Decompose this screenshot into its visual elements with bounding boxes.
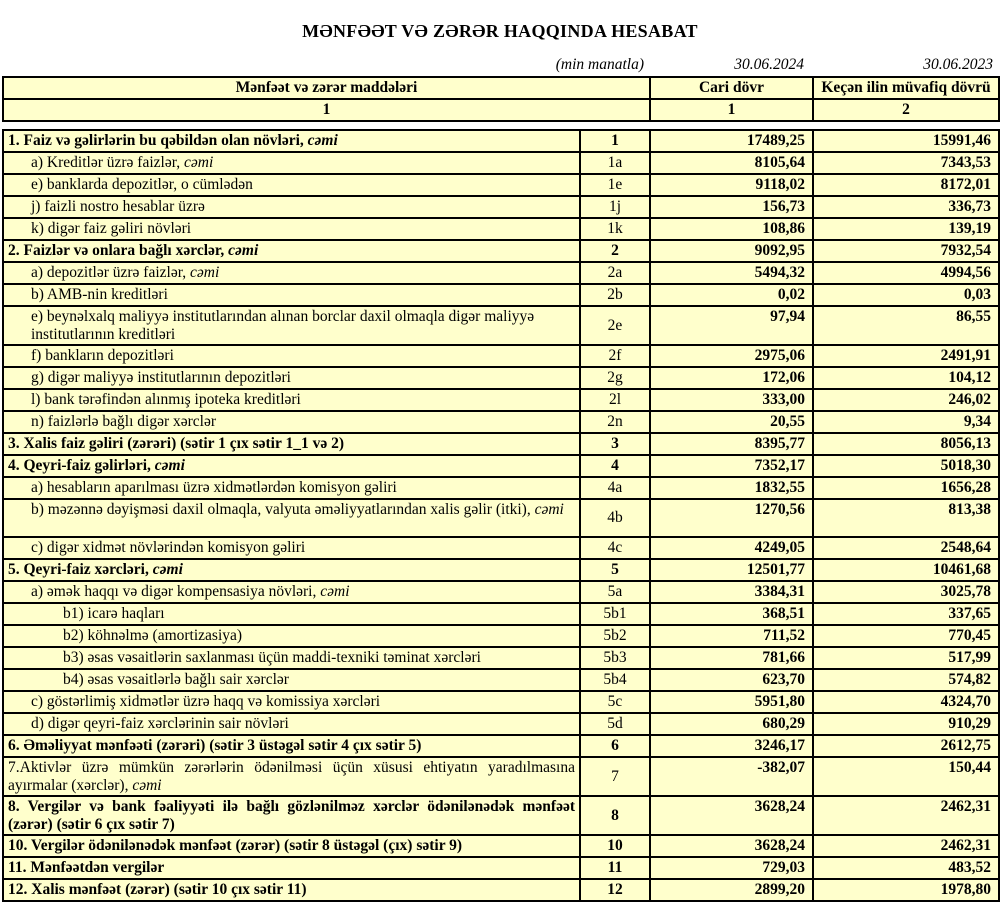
row-label xyxy=(3,735,580,757)
row-value-prior: 8172,01 xyxy=(813,174,999,196)
row-label xyxy=(3,389,580,411)
row-value-prior: 813,38 xyxy=(813,499,999,537)
row-label xyxy=(3,647,580,669)
row-label xyxy=(3,367,580,389)
row-value-current: 5494,32 xyxy=(650,262,813,284)
row-label-text: b) AMB-nin kreditləri xyxy=(31,286,168,303)
row-label-text: b2) köhnəlmə (amortizasiya) xyxy=(63,627,243,644)
row-value-prior: 10461,68 xyxy=(813,559,999,581)
row-label-text: 5. Qeyri-faiz xərcləri, xyxy=(8,561,153,578)
row-label-text: a) hesabların aparılması üzrə xidmətlərdən komisyon gəliri xyxy=(31,479,397,496)
row-label-italic-suffix: cəmi xyxy=(228,242,259,259)
row-value-prior: 1978,80 xyxy=(813,879,999,901)
row-label-text: k) digər faiz gəliri növləri xyxy=(31,220,192,237)
table-row xyxy=(3,857,999,879)
row-label-text: d) digər qeyri-faiz xərclərinin sair növləri xyxy=(31,715,289,732)
row-value-current: 623,70 xyxy=(650,669,813,691)
row-value-current: -382,07 xyxy=(650,757,813,796)
row-code: 2e xyxy=(580,306,650,345)
row-label-text: c) göstərlimiş xidmətlər üzrə haqq və komissiya xərcləri xyxy=(31,693,381,710)
row-code: 1a xyxy=(580,152,650,174)
row-code: 2 xyxy=(580,240,650,262)
row-code: 10 xyxy=(580,835,650,857)
row-code: 4 xyxy=(580,455,650,477)
header-number-row xyxy=(3,99,999,121)
row-value-prior: 574,82 xyxy=(813,669,999,691)
row-value-current: 12501,77 xyxy=(650,559,813,581)
row-label-text: a) depozitlər üzrə faizlər, xyxy=(31,264,191,281)
row-value-prior: 770,45 xyxy=(813,625,999,647)
table-row xyxy=(3,691,999,713)
row-label-text: 7.Aktivlər üzrə mümkün zərərlərin ödənilməsi üçün xüsusi ehtiyatın yaradılmasına ayırmalar (xərclər), xyxy=(8,759,575,794)
row-code: 1j xyxy=(580,196,650,218)
row-value-current: 97,94 xyxy=(650,306,813,345)
row-value-current: 2899,20 xyxy=(650,879,813,901)
row-value-prior: 2612,75 xyxy=(813,735,999,757)
row-value-prior: 337,65 xyxy=(813,603,999,625)
table-row xyxy=(3,735,999,757)
row-label-text: 12. Xalis mənfəət (zərər) (sətir 10 çıx sətir 11) xyxy=(8,881,307,898)
row-value-prior: 0,03 xyxy=(813,284,999,306)
table-row xyxy=(3,367,999,389)
row-label-italic-suffix: cəmi xyxy=(132,776,162,794)
row-label xyxy=(3,433,580,455)
row-label xyxy=(3,857,580,879)
row-label xyxy=(3,757,580,796)
row-value-current: 333,00 xyxy=(650,389,813,411)
row-label xyxy=(3,603,580,625)
row-label xyxy=(3,284,580,306)
row-label-text: 10. Vergilər ödənilənədək mənfəət (zərər) (sətir 8 üstəgəl (çıx) sətir 9) xyxy=(8,837,463,854)
row-code: 1e xyxy=(580,174,650,196)
row-value-current: 7352,17 xyxy=(650,455,813,477)
row-label-text: e) beynəlxalq maliyyə institutlarından alınan borclar daxil olmaqla digər maliyyə institutlarının kreditləri xyxy=(31,308,535,343)
current-period-header: Cari dövr xyxy=(650,77,813,99)
row-value-prior: 1656,28 xyxy=(813,477,999,499)
row-label xyxy=(3,306,580,345)
row-code: 6 xyxy=(580,735,650,757)
row-label xyxy=(3,262,580,284)
items-column-header: Mənfəət və zərər maddələri xyxy=(3,77,650,99)
row-label-text: a) Kreditlər üzrə faizlər, xyxy=(31,154,184,171)
row-label xyxy=(3,713,580,735)
row-code: 5 xyxy=(580,559,650,581)
row-label xyxy=(3,174,580,196)
table-row xyxy=(3,433,999,455)
row-label-text: g) digər maliyyə institutlarının depozitləri xyxy=(31,369,291,386)
row-value-current: 8105,64 xyxy=(650,152,813,174)
table-row xyxy=(3,581,999,603)
row-value-prior: 5018,30 xyxy=(813,455,999,477)
row-value-prior: 150,44 xyxy=(813,757,999,796)
row-label-text: 6. Əməliyyat mənfəəti (zərəri) (sətir 3 üstəgəl sətir 4 çıx sətir 5) xyxy=(8,737,422,754)
row-label-text: b3) əsas vəsaitlərin saxlanması üçün maddi-texniki təminat xərcləri xyxy=(63,649,481,666)
table-row xyxy=(3,174,999,196)
table-row xyxy=(3,757,999,796)
table-row xyxy=(3,713,999,735)
row-label-text: 4. Qeyri-faiz gəlirləri, xyxy=(8,457,155,474)
row-value-current: 729,03 xyxy=(650,857,813,879)
row-label-text: 1. Faiz və gəlirlərin bu qəbildən olan növləri, xyxy=(8,132,308,149)
table-row xyxy=(3,130,999,152)
row-value-prior: 483,52 xyxy=(813,857,999,879)
table-row xyxy=(3,669,999,691)
row-value-prior: 2462,31 xyxy=(813,796,999,835)
statement-table xyxy=(2,129,1000,902)
row-value-current: 2975,06 xyxy=(650,345,813,367)
row-label xyxy=(3,240,580,262)
row-value-prior: 4324,70 xyxy=(813,691,999,713)
header-title-row xyxy=(3,77,999,99)
row-value-current: 156,73 xyxy=(650,196,813,218)
row-value-current: 3628,24 xyxy=(650,796,813,835)
row-value-prior: 246,02 xyxy=(813,389,999,411)
row-value-prior: 336,73 xyxy=(813,196,999,218)
row-label-text: 2. Faizlər və onlara bağlı xərclər, xyxy=(8,242,229,259)
row-value-prior: 2548,64 xyxy=(813,537,999,559)
table-row xyxy=(3,284,999,306)
row-value-prior: 9,34 xyxy=(813,411,999,433)
prior-period-header: Keçən ilin müvafiq dövrü xyxy=(813,77,999,99)
row-value-prior: 517,99 xyxy=(813,647,999,669)
row-code: 2l xyxy=(580,389,650,411)
row-code: 5c xyxy=(580,691,650,713)
table-row xyxy=(3,879,999,901)
row-code: 8 xyxy=(580,796,650,835)
table-row xyxy=(3,537,999,559)
row-label xyxy=(3,625,580,647)
row-label xyxy=(3,345,580,367)
table-row xyxy=(3,499,999,537)
row-code: 5b1 xyxy=(580,603,650,625)
row-label xyxy=(3,218,580,240)
row-label-italic-suffix: cəmi xyxy=(184,154,214,171)
row-code: 2n xyxy=(580,411,650,433)
current-period-date: 30.06.2024 xyxy=(734,56,804,73)
row-label xyxy=(3,669,580,691)
row-label-italic-suffix: cəmi xyxy=(534,501,564,518)
table-row xyxy=(3,240,999,262)
table-row xyxy=(3,218,999,240)
row-label-text: 11. Mənfəətdən vergilər xyxy=(8,859,165,876)
row-label-text: b1) icarə haqları xyxy=(63,605,165,622)
row-code: 1 xyxy=(580,130,650,152)
row-code: 4a xyxy=(580,477,650,499)
row-code: 2g xyxy=(580,367,650,389)
row-value-prior: 2491,91 xyxy=(813,345,999,367)
table-row xyxy=(3,389,999,411)
table-row xyxy=(3,306,999,345)
row-value-current: 4249,05 xyxy=(650,537,813,559)
row-value-prior: 2462,31 xyxy=(813,835,999,857)
row-value-current: 17489,25 xyxy=(650,130,813,152)
row-label xyxy=(3,691,580,713)
row-label-italic-suffix: cəmi xyxy=(307,132,338,149)
row-label xyxy=(3,477,580,499)
row-value-current: 9118,02 xyxy=(650,174,813,196)
row-value-prior: 7343,53 xyxy=(813,152,999,174)
row-value-current: 1832,55 xyxy=(650,477,813,499)
row-value-current: 3384,31 xyxy=(650,581,813,603)
row-value-current: 108,86 xyxy=(650,218,813,240)
row-label xyxy=(3,499,580,537)
row-code: 2b xyxy=(580,284,650,306)
row-label xyxy=(3,196,580,218)
row-label-text: f) bankların depozitləri xyxy=(31,347,174,364)
row-label-text: n) faizlərlə bağlı digər xərclər xyxy=(31,413,217,430)
prior-period-date: 30.06.2023 xyxy=(923,56,993,73)
row-label-text: b4) əsas vəsaitlərlə bağlı sair xərclər xyxy=(63,671,289,688)
row-code: 4c xyxy=(580,537,650,559)
row-code: 5b2 xyxy=(580,625,650,647)
row-code: 5d xyxy=(580,713,650,735)
row-label-text: a) əmək haqqı və digər kompensasiya növləri, xyxy=(31,583,321,600)
row-label xyxy=(3,537,580,559)
row-label xyxy=(3,152,580,174)
table-row xyxy=(3,796,999,835)
table-row xyxy=(3,835,999,857)
row-value-current: 20,55 xyxy=(650,411,813,433)
row-label xyxy=(3,455,580,477)
row-value-current: 172,06 xyxy=(650,367,813,389)
row-code: 5b4 xyxy=(580,669,650,691)
row-label-italic-suffix: cəmi xyxy=(190,264,220,281)
row-value-current: 1270,56 xyxy=(650,499,813,537)
row-label-text: c) digər xidmət növlərindən komisyon gəliri xyxy=(31,539,306,556)
row-label-italic-suffix: cəmi xyxy=(320,583,350,600)
row-value-prior: 910,29 xyxy=(813,713,999,735)
current-column-number: 1 xyxy=(650,99,813,121)
table-row xyxy=(3,152,999,174)
row-value-prior: 4994,56 xyxy=(813,262,999,284)
table-row xyxy=(3,455,999,477)
row-code: 4b xyxy=(580,499,650,537)
row-value-prior: 8056,13 xyxy=(813,433,999,455)
row-label-text: 8. Vergilər və bank fəaliyyəti ilə bağlı gözlənilməz xərclər ödənilənədək mənfəət (zərər) (sətir 6 çıx sətir 7) xyxy=(8,798,575,833)
prior-column-number: 2 xyxy=(813,99,999,121)
row-value-prior: 15991,46 xyxy=(813,130,999,152)
row-value-current: 5951,80 xyxy=(650,691,813,713)
header-table xyxy=(2,76,1000,122)
row-value-current: 781,66 xyxy=(650,647,813,669)
row-value-prior: 86,55 xyxy=(813,306,999,345)
items-column-number: 1 xyxy=(3,99,650,121)
row-value-prior: 104,12 xyxy=(813,367,999,389)
report-title: MƏNFƏƏT VƏ ZƏRƏR HAQQINDA HESABAT xyxy=(302,21,698,41)
row-label xyxy=(3,581,580,603)
row-label xyxy=(3,130,580,152)
row-value-current: 8395,77 xyxy=(650,433,813,455)
row-code: 2a xyxy=(580,262,650,284)
row-value-current: 0,02 xyxy=(650,284,813,306)
row-code: 1k xyxy=(580,218,650,240)
table-row xyxy=(3,603,999,625)
row-label-text: j) faizli nostro hesablar üzrə xyxy=(31,198,205,215)
row-value-current: 711,52 xyxy=(650,625,813,647)
row-label-text: l) bank tərəfindən alınmış ipoteka kreditləri xyxy=(31,391,301,408)
row-label-text: e) banklarda depozitlər, o cümlədən xyxy=(31,176,253,193)
row-code: 11 xyxy=(580,857,650,879)
table-row xyxy=(3,559,999,581)
table-row xyxy=(3,411,999,433)
row-code: 12 xyxy=(580,879,650,901)
row-value-prior: 7932,54 xyxy=(813,240,999,262)
row-value-current: 3628,24 xyxy=(650,835,813,857)
row-label xyxy=(3,835,580,857)
row-code: 3 xyxy=(580,433,650,455)
table-row xyxy=(3,647,999,669)
table-row xyxy=(3,262,999,284)
row-label-italic-suffix: cəmi xyxy=(152,561,183,578)
row-value-current: 680,29 xyxy=(650,713,813,735)
table-row xyxy=(3,625,999,647)
subtitle-row xyxy=(2,56,998,74)
row-label xyxy=(3,411,580,433)
table-row xyxy=(3,196,999,218)
table-row xyxy=(3,345,999,367)
unit-note: (min manatla) xyxy=(555,56,644,73)
table-row xyxy=(3,477,999,499)
row-label-text: 3. Xalis faiz gəliri (zərəri) (sətir 1 çıx sətir 1_1 və 2) xyxy=(8,435,344,452)
row-label xyxy=(3,559,580,581)
row-code: 5a xyxy=(580,581,650,603)
row-code: 5b3 xyxy=(580,647,650,669)
row-label xyxy=(3,796,580,835)
row-label-italic-suffix: cəmi xyxy=(154,457,185,474)
row-value-current: 9092,95 xyxy=(650,240,813,262)
row-label xyxy=(3,879,580,901)
row-value-prior: 139,19 xyxy=(813,218,999,240)
row-code: 7 xyxy=(580,757,650,796)
row-value-current: 3246,17 xyxy=(650,735,813,757)
row-label-text: b) məzənnə dəyişməsi daxil olmaqla, valyuta əməliyyatlarından xalis gəlir (itki), xyxy=(31,501,535,518)
row-code: 2f xyxy=(580,345,650,367)
row-value-prior: 3025,78 xyxy=(813,581,999,603)
row-value-current: 368,51 xyxy=(650,603,813,625)
